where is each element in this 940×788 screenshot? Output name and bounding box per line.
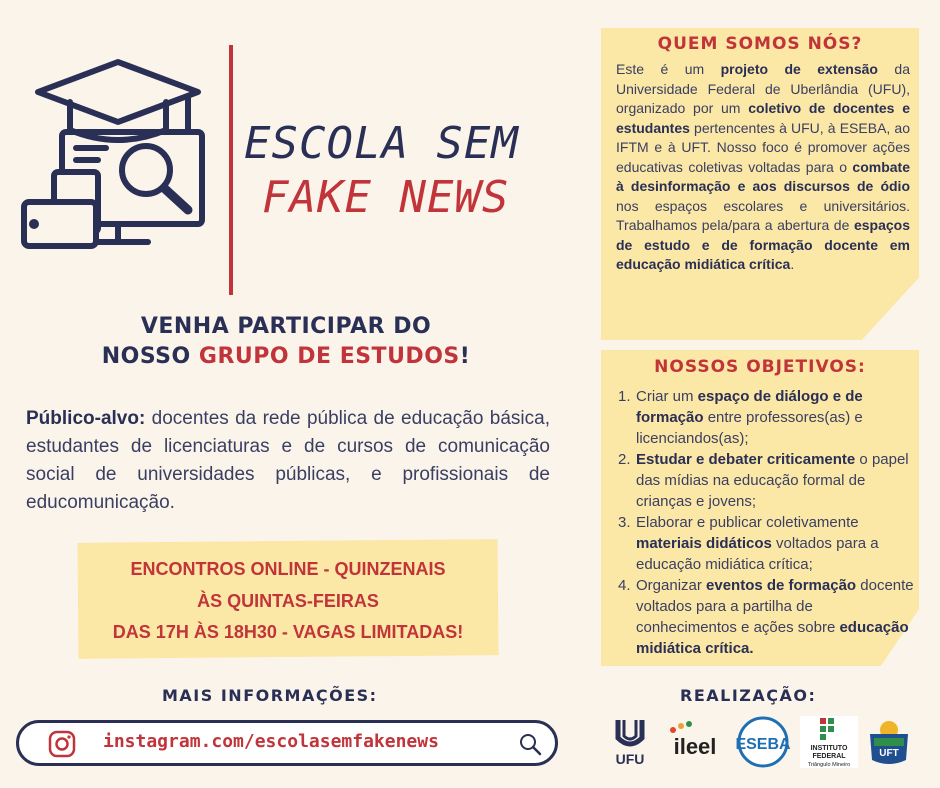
list-item: 2. Estudar e debater criticamente o papel das mídias na educação formal de crianças e jovens; (618, 451, 909, 510)
meetings-line1: ENCONTROS ONLINE - QUINZENAIS (130, 559, 446, 579)
instagram-icon (48, 730, 76, 758)
audience-label: Público-alvo: (26, 408, 146, 429)
list-item: 1. Criar um espaço de diálogo e de formação entre professores(as) e licenciandos(as); (618, 388, 863, 447)
svg-text:INSTITUTO: INSTITUTO (810, 745, 848, 752)
realizacao-label: REALIZAÇÃO: (680, 686, 817, 705)
svg-text:UFU: UFU (615, 751, 645, 767)
iftm-logo (800, 716, 858, 768)
logo-divider (229, 45, 233, 295)
svg-text:FEDERAL: FEDERAL (812, 753, 846, 760)
ileel-logo (665, 716, 725, 768)
svg-text:ESEBA: ESEBA (735, 736, 791, 753)
search-icon[interactable] (518, 732, 542, 756)
svg-text:UFT: UFT (879, 748, 899, 759)
svg-text:ileel: ileel (673, 734, 717, 759)
instagram-url[interactable]: instagram.com/escolasemfakenews (103, 731, 439, 752)
list-item: 4. Organizar eventos de formação docente voltados para a partilha de conhecimentos e ações sobre educação midiática crítica. (618, 577, 914, 657)
svg-text:Triângulo Mineiro: Triângulo Mineiro (807, 762, 851, 768)
objectives-list (618, 386, 914, 659)
headline-line1: VENHA PARTICIPAR DO (140, 314, 432, 339)
ufu-logo (608, 716, 652, 768)
headline-line2: NOSSO GRUPO DE ESTUDOS! (101, 344, 471, 369)
title-line2: FAKE NEWS (262, 172, 510, 223)
meetings-line2: ÀS QUINTAS-FEIRAS (197, 591, 379, 611)
graduation-computer-icon (18, 52, 218, 252)
audience-paragraph: Público-alvo: docentes da rede pública de educação básica, estudantes de licenciaturas e de cursos de comunicação social de universidades públicas, e profissionais de educomunicação. (26, 408, 550, 513)
who-text: Este é um projeto de extensão da Universidade Federal de Uberlândia (UFU), organizado por um coletivo de docentes e estudantes pertencentes à UFU, à ESEBA, ao IFTM e à UFT. Nosso foco é promover ações educativas coletivas voltadas para o combate à desinformação e aos discursos de ódio nos espaços escolares e universitários. Trabalhamos pela/para a abertura de espaços de estudo e de formação docente em educação midiática crítica. (616, 61, 910, 272)
objectives-title: NOSSOS OBJETIVOS: (654, 357, 866, 377)
headline-highlight: GRUPO DE ESTUDOS (198, 344, 460, 369)
who-title: QUEM SOMOS NÓS? (657, 34, 863, 54)
title-line1: ESCOLA SEM (244, 118, 519, 169)
eseba-logo (735, 716, 791, 768)
uft-logo (864, 716, 914, 768)
more-info-label: MAIS INFORMAÇÕES: (162, 686, 378, 705)
list-item: 3. Elaborar e publicar coletivamente materiais didáticos voltados para a educação midiática crítica; (618, 514, 879, 573)
meetings-line3: DAS 17H ÀS 18H30 - VAGAS LIMITADAS! (112, 622, 464, 642)
